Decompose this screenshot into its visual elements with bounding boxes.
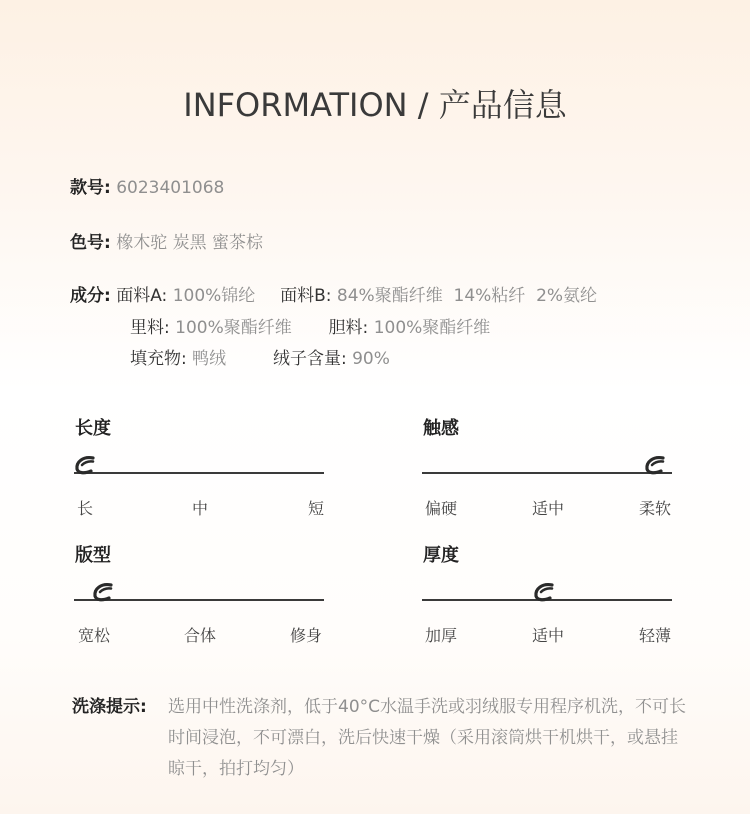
composition-row-2 <box>130 313 490 338</box>
lining-key: 里料: <box>130 318 170 338</box>
leaf-swoosh-icon <box>74 454 96 476</box>
touch-scale-title: 触感 <box>423 418 459 439</box>
lining-value: 100%聚酯纤维 <box>175 318 292 338</box>
leaf-swoosh-icon <box>533 581 555 603</box>
thickness-tick-thick: 加厚 <box>424 626 458 645</box>
fit-tick-regular: 合体 <box>183 626 217 645</box>
length-scale-title: 长度 <box>75 418 111 439</box>
composition-row-1 <box>70 281 597 306</box>
color-label: 色号: <box>70 233 111 253</box>
touch-scale-line <box>422 472 672 474</box>
style-number-label: 款号: <box>70 178 111 198</box>
face-b-key: 面料B: <box>280 286 332 306</box>
style-number-row <box>70 173 224 198</box>
length-scale-line <box>74 472 324 474</box>
thickness-scale-title: 厚度 <box>423 545 459 566</box>
fit-scale <box>72 541 324 645</box>
length-tick-medium: 中 <box>191 499 209 518</box>
touch-scale <box>420 414 672 518</box>
style-number-value: 6023401068 <box>116 178 225 198</box>
composition-label: 成分: <box>70 286 111 306</box>
touch-tick-hard: 偏硬 <box>424 499 458 518</box>
inner-key: 胆料: <box>328 318 369 338</box>
leaf-swoosh-icon <box>92 581 114 603</box>
leaf-swoosh-icon <box>644 454 666 476</box>
washing-label: 洗涤提示: <box>72 697 147 717</box>
face-b-value: 84%聚酯纤维 14%粘纤 2%氨纶 <box>336 286 598 306</box>
length-tick-long: 短 <box>307 499 325 518</box>
fit-tick-slim: 修身 <box>289 626 323 645</box>
face-a-value: 100%锦纶 <box>172 286 256 306</box>
touch-tick-soft: 柔软 <box>638 499 672 518</box>
down-content-value: 90% <box>352 349 390 369</box>
color-row <box>70 228 263 253</box>
down-content-key: 绒子含量: <box>272 349 347 369</box>
length-scale <box>72 414 325 518</box>
face-a-key: 面料A: <box>116 286 168 306</box>
fit-scale-title: 版型 <box>75 545 111 566</box>
thickness-scale <box>420 541 672 645</box>
length-tick-short: 长 <box>76 499 94 518</box>
inner-value: 100%聚酯纤维 <box>373 318 491 338</box>
composition-row-3 <box>130 344 390 369</box>
page-title: INFORMATION / 产品信息 <box>183 86 567 124</box>
touch-tick-medium: 适中 <box>531 499 565 518</box>
color-value: 橡木驼 炭黑 蜜茶棕 <box>116 233 264 253</box>
filling-key: 填充物: <box>130 349 187 369</box>
thickness-tick-light: 轻薄 <box>638 626 672 645</box>
thickness-tick-medium: 适中 <box>531 626 565 645</box>
washing-text: 选用中性洗涤剂，低于40°C水温手洗或羽绒服专用程序机洗，不可长时间浸泡，不可漂白，洗后快速干燥（采用滚筒烘干机烘干，或悬挂晾干，拍打均匀） <box>168 697 687 779</box>
fit-tick-loose: 宽松 <box>77 626 111 645</box>
filling-value: 鸭绒 <box>192 349 227 369</box>
